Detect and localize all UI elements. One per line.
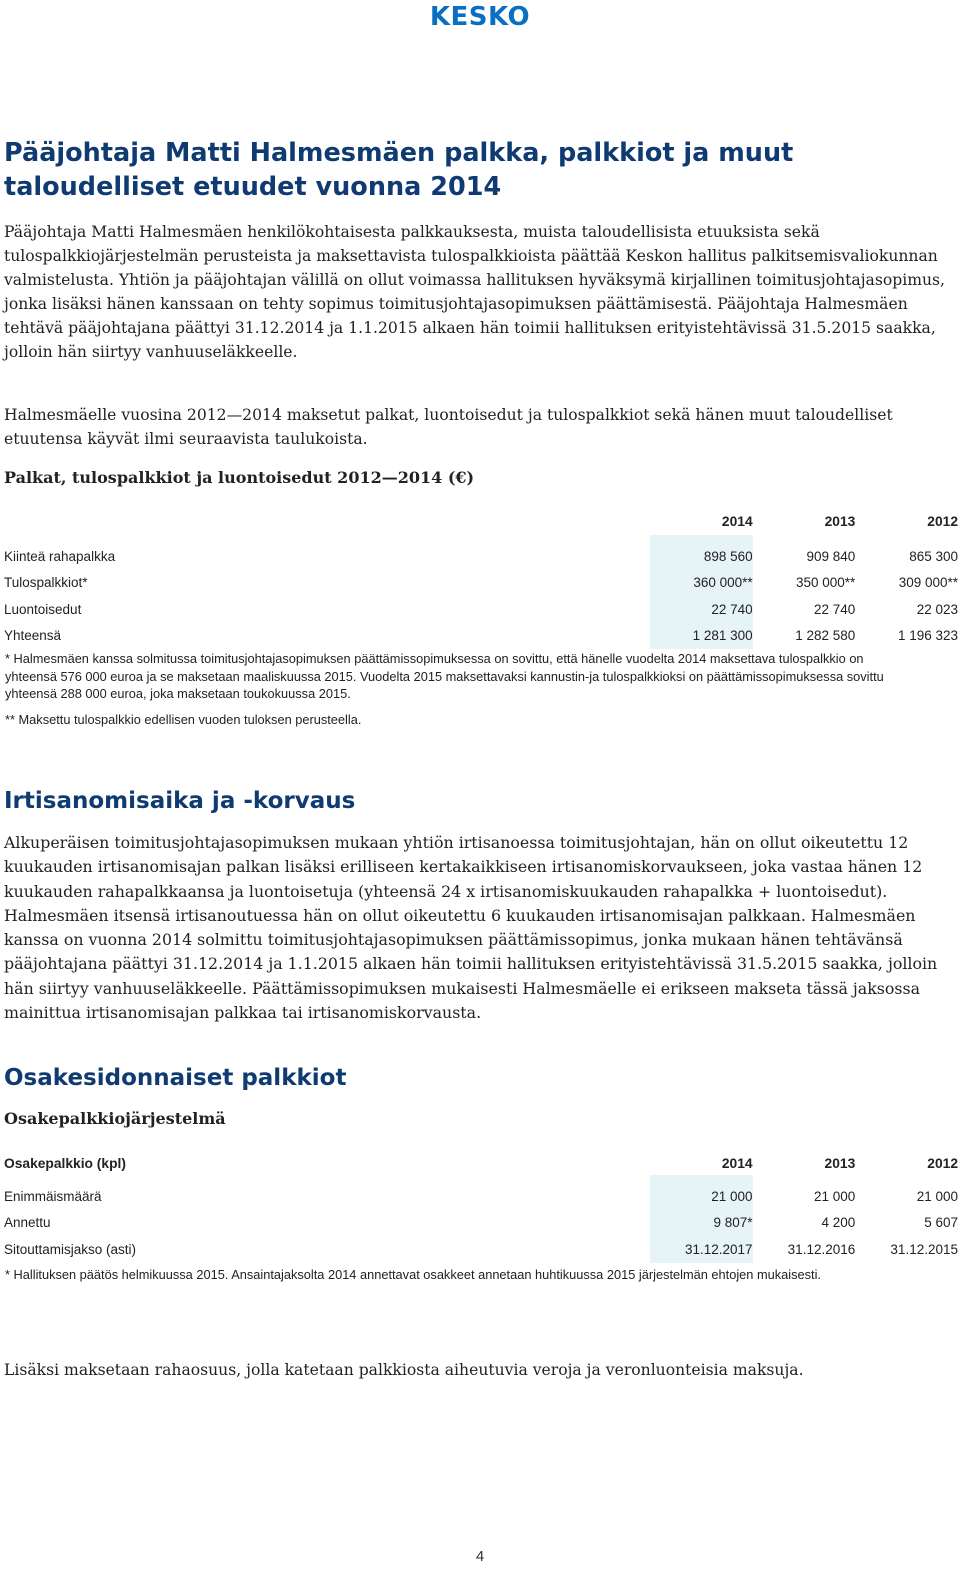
- table-row: [4, 570, 958, 597]
- salary-footnote-2: ** Maksettu tulospalkkio edellisen vuoden tuloksen perusteella.: [5, 712, 362, 727]
- section-title-notice: Irtisanomisaika ja -korvaus: [4, 788, 356, 814]
- cell-2014: 1 281 300: [650, 623, 753, 650]
- page-number: 4: [475, 1548, 485, 1565]
- column-header-2013: 2013: [824, 513, 856, 529]
- row-label: Sitouttamisjakso (asti): [4, 1241, 137, 1257]
- cell-2013: 22 740: [814, 601, 856, 617]
- table-row: [4, 623, 958, 650]
- table-header-row: [4, 1151, 958, 1175]
- row-label: Annettu: [4, 1215, 51, 1231]
- cell-2014: 9 807*: [650, 1210, 753, 1237]
- share-table: [4, 1151, 958, 1263]
- cell-2012: 1 196 323: [897, 628, 958, 644]
- cell-2013: 21 000: [813, 1188, 856, 1204]
- cell-2013: 31.12.2016: [787, 1241, 856, 1257]
- table-row: [4, 543, 958, 570]
- row-label: Yhteensä: [4, 628, 62, 644]
- intro-paragraph: Pääjohtaja Matti Halmesmäen henkilökohtaisesta palkkauksesta, muista taloudellisista etuuksista sekä tulospalkkiojärjestelmän perusteista ja maksettavista tulospalkkioista päättää Keskon hallitus palkitsemisvaliokunnan valmistelusta. Yhtiön ja pääjohtajan välillä on ollut voimassa hallituksen hyväksymä kirjallinen toimitusjohtajasopimus, jonka lisäksi hänen kanssaan on tehty sopimus toimitusjohtajasopimuksen päättämisestä. Pääjohtaja Halmesmäen tehtävä pääjohtajana päättyi 31.12.2014 ja 1.1.2015 alkaen hän toimii hallituksen erityistehtävissä 31.5.2015 saakka, jolloin hän siirtyy vanhuuseläkkeelle.: [4, 223, 945, 362]
- cell-2014: 22 740: [650, 596, 753, 623]
- cell-2012: 309 000**: [898, 575, 958, 591]
- cell-2014: 898 560: [650, 543, 753, 570]
- closing-paragraph: Lisäksi maksetaan rahaosuus, jolla katetaan palkkiosta aiheutuvia veroja ja veronluonteisia maksuja.: [4, 1361, 804, 1379]
- cell-2012: 5 607: [924, 1215, 958, 1231]
- column-header-2014: 2014: [721, 1155, 753, 1171]
- row-label: Tulospalkkiot*: [4, 575, 88, 591]
- column-header-2013: 2013: [824, 1155, 856, 1171]
- cell-2012: 21 000: [916, 1188, 958, 1204]
- column-header-label: [4, 507, 650, 535]
- tables-intro-paragraph: Halmesmäelle vuosina 2012—2014 maksetut palkat, luontoisedut ja tulospalkkiot sekä hänen muut taloudelliset etuutensa käyvät ilmi seuraavista taulukoista.: [4, 406, 893, 449]
- table-row: [4, 1210, 958, 1237]
- table-row: [4, 1183, 958, 1210]
- row-label: Luontoisedut: [4, 601, 82, 617]
- notice-paragraph: Alkuperäisen toimitusjohtajasopimuksen mukaan yhtiön irtisanoessa toimitusjohtajan, hän on ollut oikeutettu 12 kuukauden irtisanomisajan palkan lisäksi erilliseen kertakaikkiseen irtisanomiskorvaukseen, joka vastaa hänen 12 kuukauden rahapalkkaansa ja luontoisetuja (yhteensä 24 x irtisanomiskuukauden rahapalkka + luontoisedut). Halmesmäen itsensä irtisanoutuessa hän on ollut oikeutettu 6 kuukauden irtisanomisajan palkkaan. Halmesmäen kanssa on vuonna 2014 solmittu toimitusjohtajasopimuksen päättämissopimus, jonka mukaan hänen tehtävänsä pääjohtajana päättyi 31.12.2014 ja 1.1.2015 alkaen hän toimii hallituksen erityistehtävissä 31.5.2015 saakka, jolloin hän siirtyy vanhuuseläkkeelle. Päättämissopimuksen mukaisesti Halmesmäelle ei erikseen makseta tässä jaksossa mainittua irtisanomisajan palkkaa tai irtisanomiskorvausta.: [4, 833, 938, 1023]
- row-label: Kiinteä rahapalkka: [4, 548, 116, 564]
- column-header-label: Osakepalkkio (kpl): [4, 1155, 126, 1171]
- cell-2013: 909 840: [806, 548, 856, 564]
- page-title: Pääjohtaja Matti Halmesmäen palkka, palkkiot ja muut taloudelliset etuudet vuonna 2014: [4, 138, 794, 202]
- share-plan-subtitle: Osakepalkkiojärjestelmä: [4, 1109, 226, 1128]
- column-header-2014: 2014: [721, 513, 753, 529]
- cell-2012: 22 023: [916, 601, 958, 617]
- cell-2014: 21 000: [650, 1183, 753, 1210]
- section-title-share-rewards: Osakesidonnaiset palkkiot: [4, 1065, 347, 1091]
- salary-table-title: Palkat, tulospalkkiot ja luontoisedut 2012—2014 (€): [4, 468, 475, 487]
- cell-2014: 31.12.2017: [650, 1236, 753, 1263]
- cell-2014: 360 000**: [650, 570, 753, 597]
- cell-2013: 4 200: [821, 1215, 856, 1231]
- cell-2012: 31.12.2015: [890, 1241, 958, 1257]
- cell-2013: 1 282 580: [795, 628, 856, 644]
- salary-footnote: * Halmesmäen kanssa solmitussa toimitusjohtajasopimuksen päättämissopimuksessa on sovittu, että hänelle vuodelta 2014 maksettava tulospalkkio on yhteensä 576 000 euroa ja se maksetaan maaliskuussa 2015. Vuodelta 2015 maksettavaksi kannustin-ja tulospalkkioksi on päättämissopimuksessa sovittu yhteensä 288 000 euroa, joka maksetaan toukokuussa 2015.: [5, 651, 884, 701]
- salary-table: [4, 507, 958, 649]
- kesko-logo: KESKO: [429, 2, 531, 32]
- table-row: [4, 1236, 958, 1263]
- column-header-2012: 2012: [927, 513, 958, 529]
- cell-2013: 350 000**: [795, 575, 856, 591]
- row-label: Enimmäismäärä: [4, 1188, 102, 1204]
- column-header-2012: 2012: [927, 1155, 958, 1171]
- cell-2012: 865 300: [909, 548, 958, 564]
- share-footnote: * Hallituksen päätös helmikuussa 2015. Ansaintajaksolta 2014 annettavat osakkeet annetaan huhtikuussa 2015 järjestelmän ehtojen mukaisesti.: [5, 1267, 821, 1282]
- table-header-row: [4, 507, 958, 535]
- table-row: [4, 596, 958, 623]
